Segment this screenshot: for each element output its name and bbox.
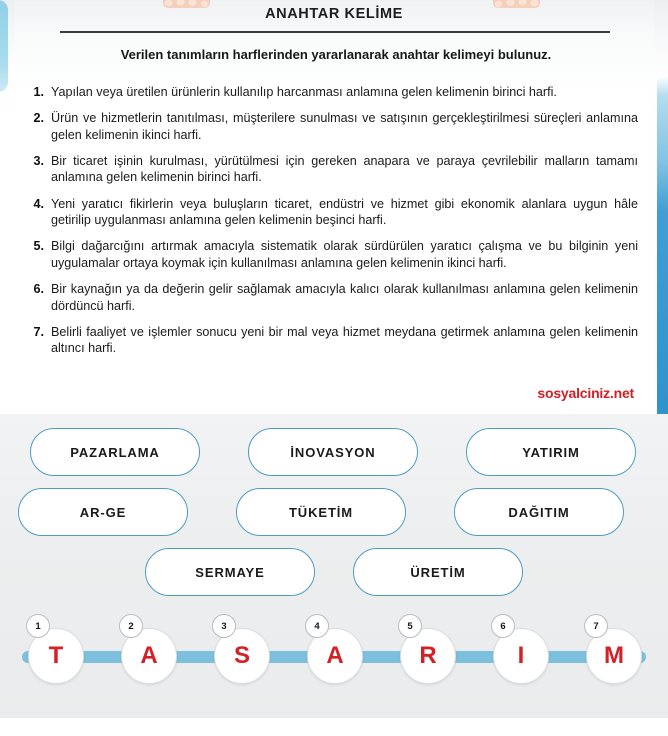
word-option-yatirim[interactable]: YATIRIM xyxy=(466,428,636,476)
list-item xyxy=(22,153,638,186)
card-inner-surface xyxy=(14,0,654,414)
slot-number-badge: 1 xyxy=(26,614,50,638)
list-item xyxy=(22,238,638,271)
word-bank-row xyxy=(18,428,650,476)
word-option-ar-ge[interactable]: AR-GE xyxy=(18,488,188,536)
question-number: 4. xyxy=(33,196,44,211)
question-number: 1. xyxy=(33,85,44,99)
word-bank-row xyxy=(18,548,650,596)
answer-slot[interactable] xyxy=(584,608,642,700)
title-divider xyxy=(60,31,610,33)
question-text: Belirli faaliyet ve işlemler sonucu yeni bir mal veya hizmet meydana getirmek anlamına gelen kelimenin altıncı harfi. xyxy=(51,324,638,356)
word-option-sermaye[interactable]: SERMAYE xyxy=(145,548,315,596)
question-text: Yapılan veya üretilen ürünlerin kullanılıp harcanması anlamına gelen kelimenin birinci harfi. xyxy=(51,85,557,99)
answer-letter[interactable]: I xyxy=(493,628,549,684)
list-item xyxy=(22,196,638,229)
question-text: Bir ticaret işinin kurulması, yürütülmesi için gereken anapara ve paraya çevrilebilir malların tamamı anlamına gelen kelimenin birinci harfi. xyxy=(51,153,638,185)
question-text: Bir kaynağın ya da değerin gelir sağlamak amacıyla kalıcı olarak kullanılması anlamına gelen kelimenin dördüncü harfi. xyxy=(51,281,638,313)
answer-slot[interactable] xyxy=(212,608,270,700)
left-accent-bar xyxy=(0,0,8,92)
word-option-dagitim[interactable]: DAĞITIM xyxy=(454,488,624,536)
watermark-text: sosyalciniz.net xyxy=(537,385,634,401)
word-option-inovasyon[interactable]: İNOVASYON xyxy=(248,428,418,476)
answer-slot[interactable] xyxy=(398,608,456,700)
answer-slot[interactable] xyxy=(305,608,363,700)
answer-slot[interactable] xyxy=(119,608,177,700)
question-text: Ürün ve hizmetlerin tanıtılması, müşterilere sunulması ve satışının gerçekleştirilmesi süreçleri anlamına gelen kelimenin ikinci harfi. xyxy=(51,111,638,142)
word-option-tuketim[interactable]: TÜKETİM xyxy=(236,488,406,536)
question-list xyxy=(22,84,638,366)
answer-letter[interactable]: R xyxy=(400,628,456,684)
question-number: 2. xyxy=(33,111,44,126)
right-accent-bar xyxy=(657,76,668,414)
list-item xyxy=(22,84,638,101)
slot-number-badge: 3 xyxy=(212,614,236,638)
slot-number-badge: 2 xyxy=(119,614,143,638)
slot-number-badge: 7 xyxy=(584,614,608,638)
answer-letter[interactable]: A xyxy=(307,628,363,684)
slot-number-badge: 5 xyxy=(398,614,422,638)
answer-letter[interactable]: M xyxy=(586,628,642,684)
question-text: Bilgi dağarcığını artırmak amacıyla sistematik olarak sürdürülen yaratıcı çalışma ve bu bilginin yeni uygulamalar ortaya koymak için kullanılması anlamına gelen kelimenin ikinci harfi. xyxy=(51,239,638,270)
question-number: 3. xyxy=(33,153,44,168)
answer-slots xyxy=(0,608,668,700)
question-number: 6. xyxy=(33,281,44,296)
list-item xyxy=(22,110,638,143)
answer-letter-track xyxy=(0,608,668,700)
answer-letter[interactable]: T xyxy=(28,628,84,684)
word-option-uretim[interactable]: ÜRETİM xyxy=(353,548,523,596)
page-title: ANAHTAR KELİME xyxy=(265,6,403,22)
word-option-pazarlama[interactable]: PAZARLAMA xyxy=(30,428,200,476)
question-number: 5. xyxy=(33,239,44,254)
word-bank xyxy=(18,428,650,608)
word-bank-row xyxy=(18,488,650,536)
list-item xyxy=(22,324,638,357)
answer-slot[interactable] xyxy=(26,608,84,700)
answer-letter[interactable]: A xyxy=(121,628,177,684)
answer-area xyxy=(0,414,668,736)
slot-number-badge: 4 xyxy=(305,614,329,638)
slot-number-badge: 6 xyxy=(491,614,515,638)
question-number: 7. xyxy=(33,324,44,339)
question-text: Yeni yaratıcı fikirlerin veya buluşların ticaret, endüstri ve hizmet gibi ekonomik alanlara uygun hâle getirilip uygulanması anlamına gelen kelimenin beşinci harfi. xyxy=(51,196,638,228)
list-item xyxy=(22,281,638,314)
answer-letter[interactable]: S xyxy=(214,628,270,684)
instruction-text: Verilen tanımların harflerinden yararlanarak anahtar kelimeyi bulunuz. xyxy=(120,47,552,62)
answer-slot[interactable] xyxy=(491,608,549,700)
